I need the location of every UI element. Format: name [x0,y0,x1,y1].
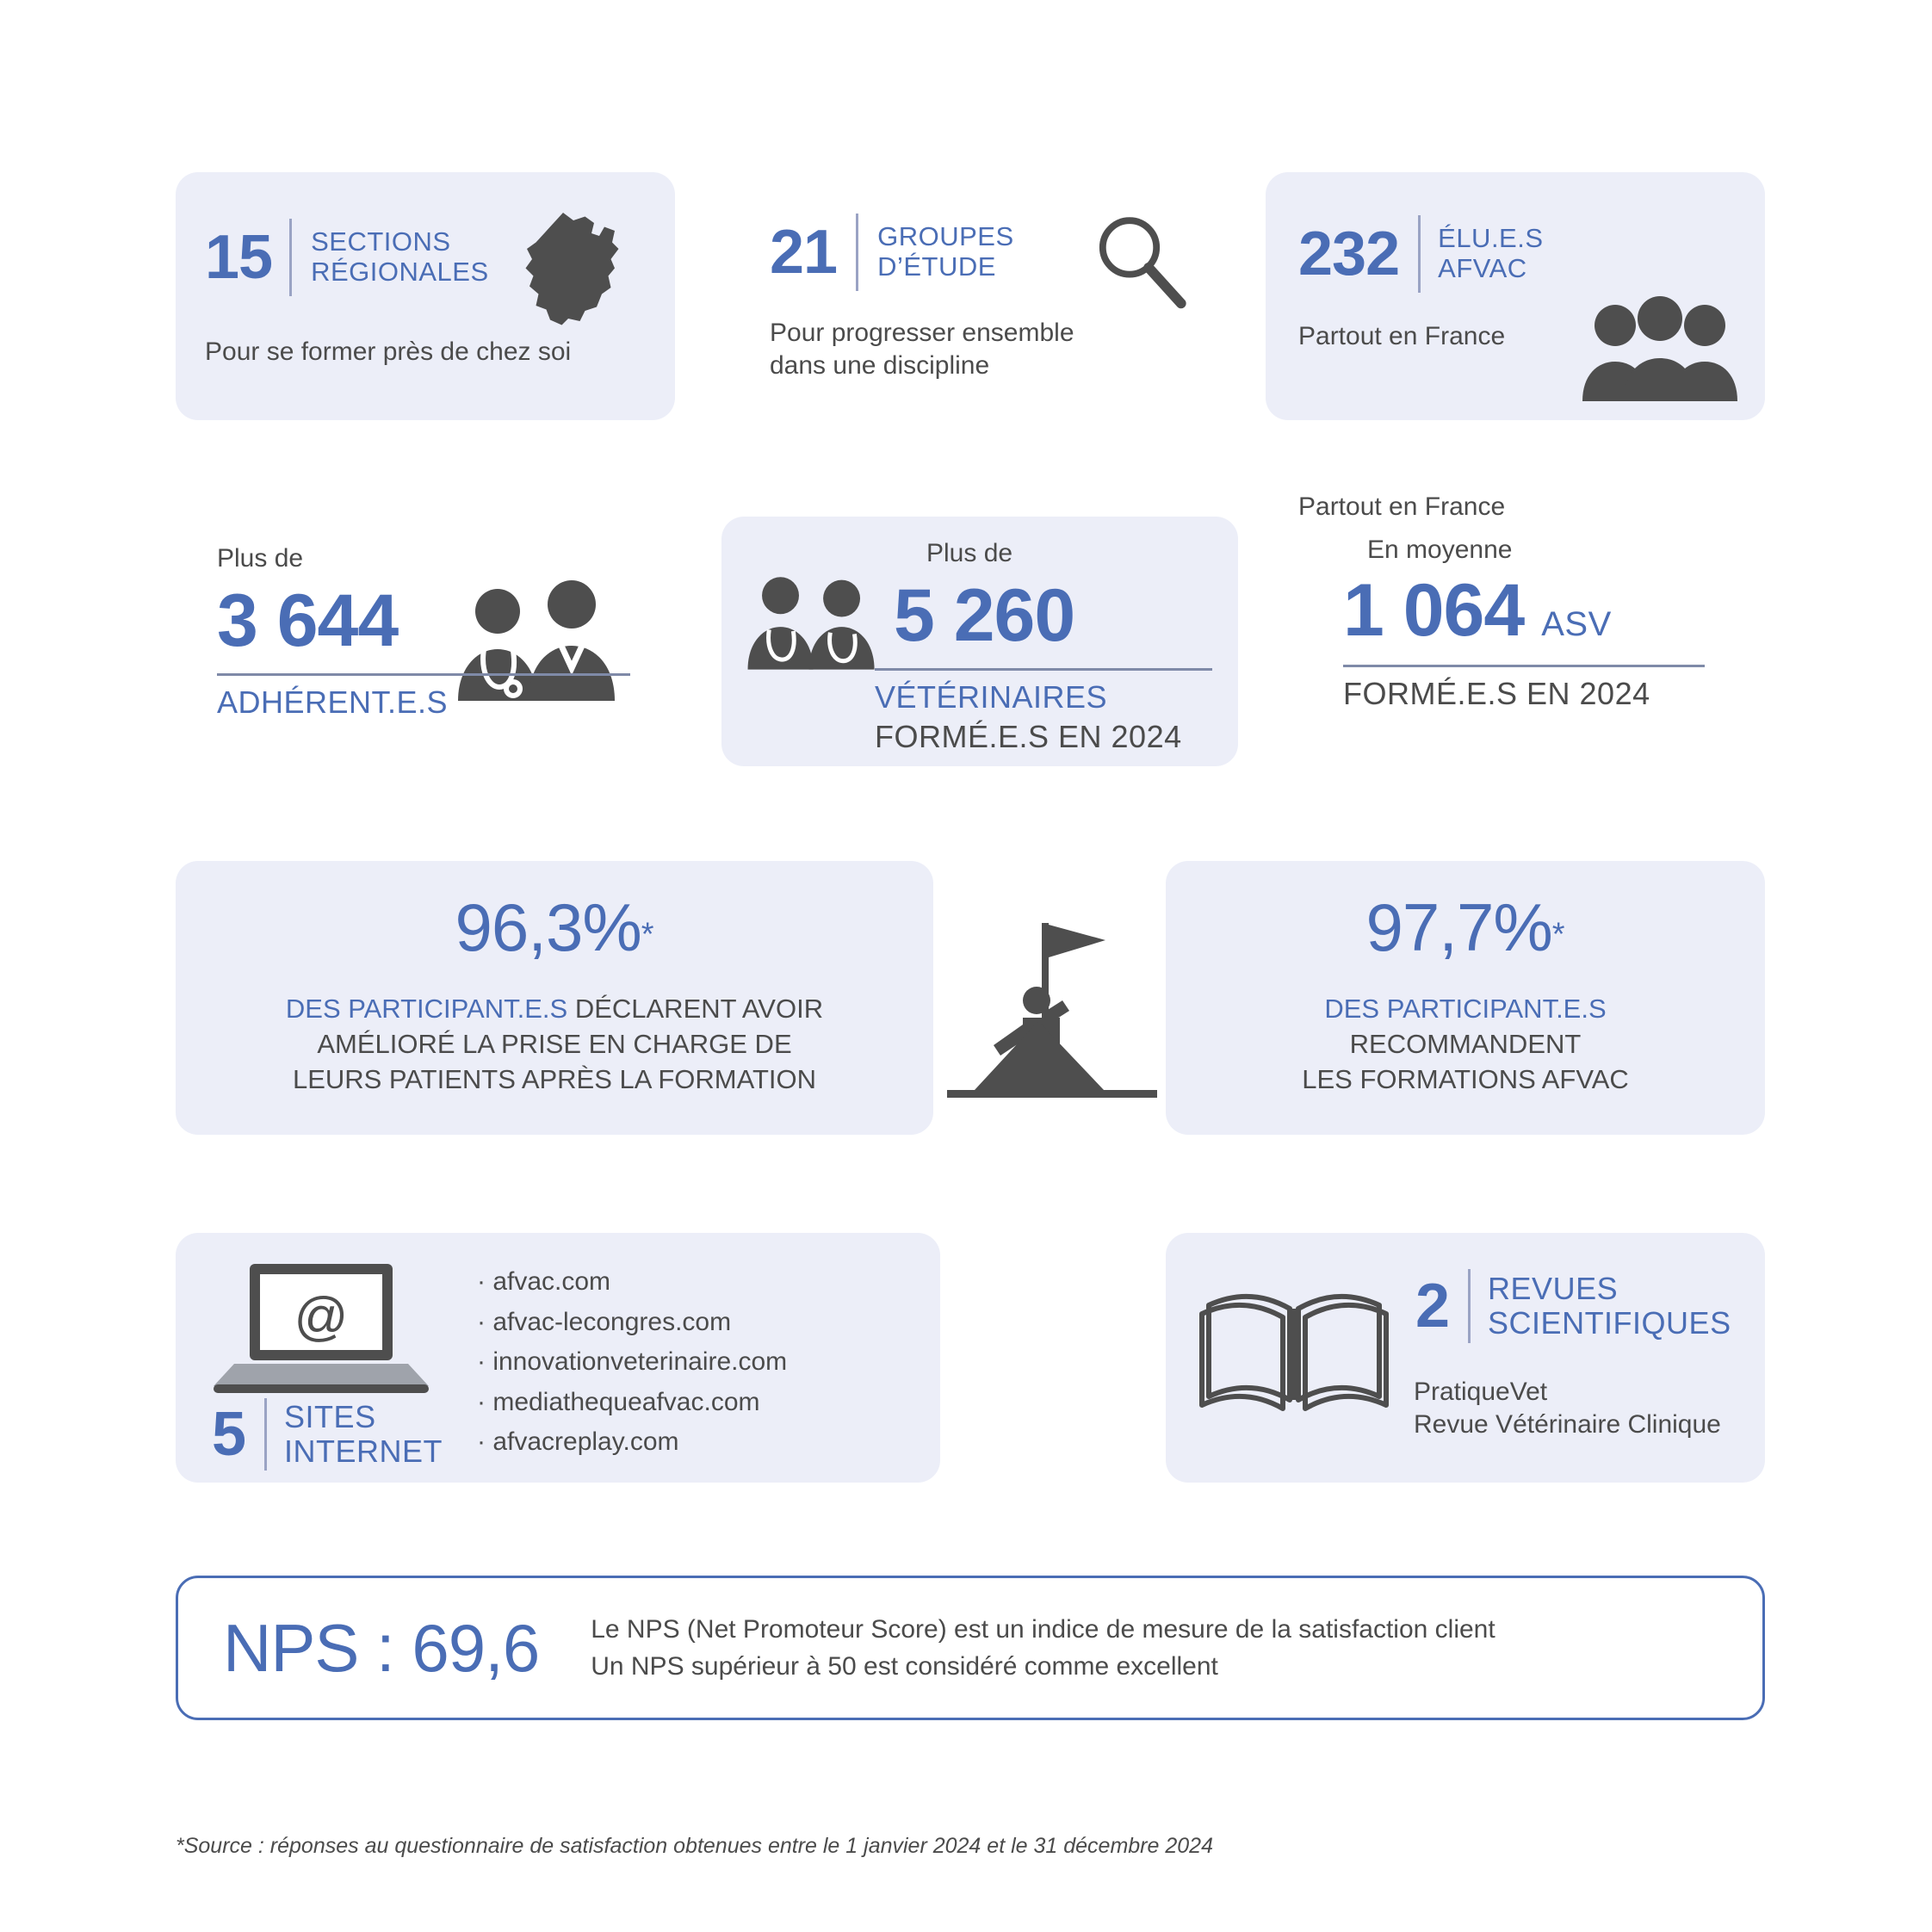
card-revues [1166,1233,1765,1483]
sections-number: 15 [205,223,273,292]
revues-label-line2: SCIENTIFIQUES [1488,1305,1731,1341]
card-elus-afvac [1266,172,1765,521]
elus-caption-text: Partout en France [1298,322,1506,350]
adherents-prefix: Plus de [217,544,304,573]
satisfaction-rest-line1: DÉCLARENT AVOIR [567,994,824,1024]
revues-caption-line1: PratiqueVet [1414,1378,1548,1406]
groupes-label-line1: GROUPES [877,221,1014,252]
asv-rule [1343,665,1705,667]
satisfaction-star: * [641,916,654,953]
revues-number: 2 [1415,1272,1450,1341]
sections-label-line2: RÉGIONALES [311,257,489,287]
veterinaires-number: 5 260 [894,574,1075,657]
site-list-item[interactable]: · afvac-lecongres.com [477,1307,732,1336]
nps-box [176,1576,1765,1720]
nps-text-line1: Le NPS (Net Promoteur Score) est un indice de mesure de la satisfaction client [591,1614,1495,1644]
veterinaires-label-line2: FORMÉ.E.S EN 2024 [875,719,1182,754]
sites-label-line1: SITES [284,1398,376,1434]
adherents-rule [217,673,630,676]
recommandation-line2: RECOMMANDENT [1349,1028,1582,1059]
recommandation-highlight: DES PARTICIPANT.E.S [1324,994,1607,1024]
groupes-number: 21 [770,218,838,287]
elus-caption: Partout en France [1298,492,1506,521]
people-group-icon [1574,293,1746,405]
groupes-caption-line2: dans une discipline [770,350,990,380]
card-adherents [207,542,654,775]
adherents-number: 3 644 [217,579,399,662]
card-veterinaires [721,517,1238,766]
site-list-item[interactable]: · mediathequeafvac.com [477,1387,760,1416]
sites-label-line2: INTERNET [284,1434,443,1469]
svg-text:@: @ [294,1287,349,1347]
asv-number: 1 064 [1343,569,1525,652]
elus-label-line2: AFVAC [1438,253,1527,283]
recommandation-percent: 97,7% [1365,889,1552,965]
veterinaires-prefix: Plus de [926,539,1013,567]
sites-number: 5 [212,1400,246,1469]
satisfaction-line2: AMÉLIORÉ LA PRISE EN CHARGE DE [317,1028,792,1059]
divider [264,1398,267,1471]
open-book-icon [1195,1274,1393,1421]
card-recommandation [1166,861,1765,1135]
asv-unit: ASV [1541,605,1612,643]
groupes-caption-line1: Pour progresser ensemble [770,319,1074,347]
asv-prefix: En moyenne [1367,536,1513,564]
laptop-at-icon [212,1252,444,1407]
two-vets-icon [441,575,639,704]
card-sites-internet [176,1233,940,1483]
groupes-label-line2: D’ÉTUDE [877,251,996,282]
two-vets-icon [734,563,897,675]
source-note: *Source : réponses au questionnaire de satisfaction obtenues entre le 1 janvier 2024 et le 31 décembre 2024 [176,1834,1213,1858]
elus-label-line1: ÉLU.E.S [1438,223,1544,254]
sections-caption: Pour se former près de chez soi [205,337,572,366]
recommandation-line3: LES FORMATIONS AFVAC [1302,1063,1629,1094]
nps-value: NPS : 69,6 [223,1609,540,1686]
divider [856,214,858,291]
sections-label-line1: SECTIONS [311,226,451,257]
satisfaction-line3: LEURS PATIENTS APRÈS LA FORMATION [292,1063,817,1094]
satisfaction-highlight: DES PARTICIPANT.E.S [285,994,568,1024]
card-sections-regionales [176,172,675,420]
card-asv [1343,534,1756,758]
divider [1468,1269,1471,1343]
site-list-item[interactable]: · innovationveterinaire.com [477,1347,788,1376]
elus-number: 232 [1298,220,1400,288]
asv-label: FORMÉ.E.S EN 2024 [1343,676,1650,711]
veterinaires-rule [875,668,1212,671]
site-list-item[interactable]: · afvacreplay.com [477,1427,679,1456]
revues-label-line1: REVUES [1488,1270,1619,1306]
divider [289,219,292,296]
divider [1418,215,1421,293]
site-list-item[interactable]: · afvac.com [477,1267,611,1296]
revues-caption-line2: Revue Vétérinaire Clinique [1414,1409,1721,1439]
nps-text-line2: Un NPS supérieur à 50 est considéré comme excellent [591,1652,1218,1681]
veterinaires-label-line1: VÉTÉRINAIRES [875,679,1108,715]
france-map-icon [511,202,641,331]
magnifier-icon [1085,205,1197,317]
card-satisfaction [176,861,933,1135]
recommandation-star: * [1551,916,1565,953]
adherents-label: ADHÉRENT.E.S [217,684,449,720]
satisfaction-percent: 96,3% [455,889,641,965]
flag-summit-icon [940,904,1164,1119]
card-groupes-etude [758,172,1214,420]
